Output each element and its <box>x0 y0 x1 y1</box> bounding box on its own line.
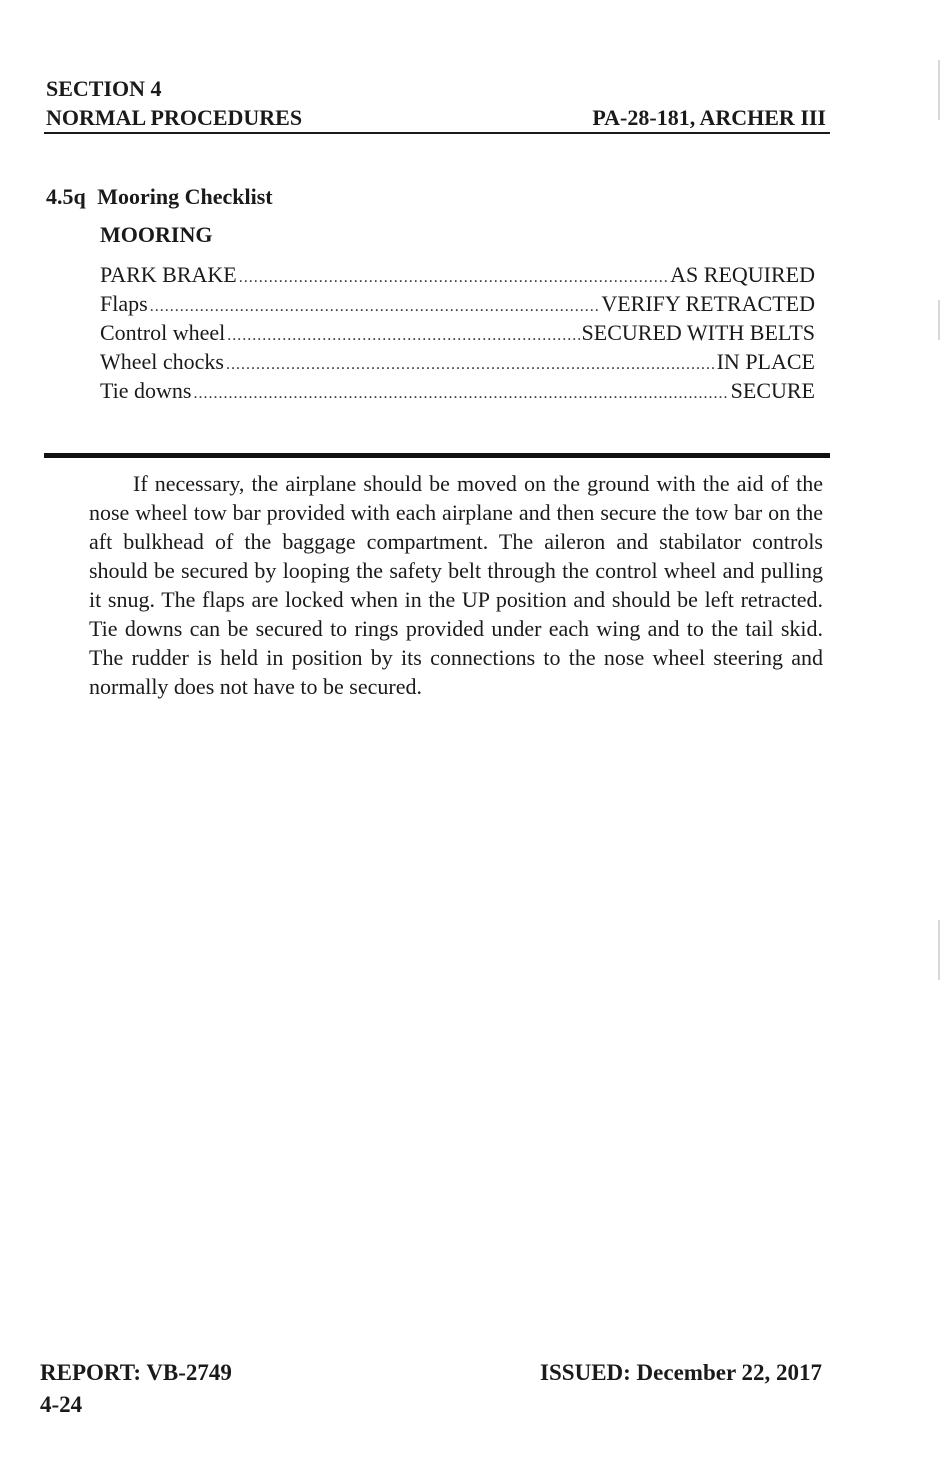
checklist-item: PARK BRAKE <box>100 262 237 287</box>
checklist-action: IN PLACE <box>716 349 815 374</box>
aircraft-model: PA-28-181, ARCHER III <box>592 105 826 130</box>
page-number: 4-24 <box>40 1392 83 1417</box>
checklist-item: Wheel chocks <box>100 349 224 374</box>
checklist-action: AS REQUIRED <box>670 262 815 287</box>
mooring-checklist <box>100 262 815 407</box>
subsection-title <box>46 184 273 210</box>
subsection-number: 4.5q <box>46 184 86 209</box>
scan-edge-mark <box>938 300 940 340</box>
checklist-row <box>100 349 815 378</box>
checklist-end-divider <box>44 453 830 458</box>
checklist-row <box>100 262 815 291</box>
scan-edge-mark <box>938 60 940 120</box>
subsection-name: Mooring Checklist <box>97 184 273 209</box>
checklist-item: Tie downs <box>100 378 192 403</box>
dot-leader <box>239 269 668 287</box>
dot-leader <box>226 356 715 374</box>
checklist-action: SECURE <box>730 378 815 403</box>
footer-left <box>40 1357 232 1421</box>
section-header <box>46 74 302 132</box>
header-divider <box>44 132 830 134</box>
dot-leader <box>227 327 579 345</box>
checklist-row <box>100 378 815 407</box>
scan-edge-mark <box>938 920 940 980</box>
checklist-item: Flaps <box>100 291 148 316</box>
report-number: REPORT: VB-2749 <box>40 1360 232 1385</box>
section-title: NORMAL PROCEDURES <box>46 105 303 130</box>
issue-date: ISSUED: December 22, 2017 <box>540 1360 822 1385</box>
checklist-row <box>100 320 815 349</box>
section-number: SECTION 4 <box>46 76 162 101</box>
dot-leader <box>150 298 600 316</box>
checklist-heading: MOORING <box>100 222 213 247</box>
mooring-paragraph: If necessary, the airplane should be moved on the ground with the aid of the nose wheel tow bar provided with each airplane and then secure the tow bar on the aft bulkhead of the baggage compartment. The aileron and stabilator controls should be secured by looping the safety belt through the control wheel and pulling it snug. The flaps are locked when in the UP position and should be left retracted. Tie downs can be secured to rings provided under each wing and to the tail skid. The rudder is held in position by its connections to the nose wheel steering and normally does not have to be secured. <box>89 471 823 699</box>
checklist-row <box>100 291 815 320</box>
checklist-action: SECURED WITH BELTS <box>581 320 815 345</box>
dot-leader <box>194 385 729 403</box>
checklist-action: VERIFY RETRACTED <box>601 291 815 316</box>
checklist-item: Control wheel <box>100 320 226 345</box>
